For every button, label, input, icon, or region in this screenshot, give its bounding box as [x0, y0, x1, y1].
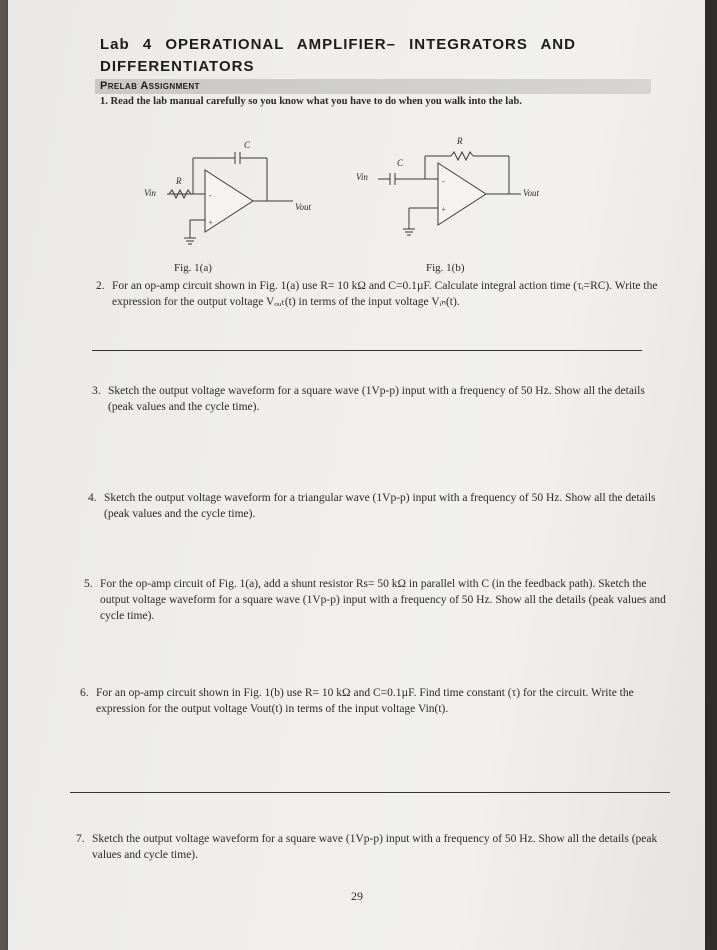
question-7-number: 7.: [76, 833, 85, 845]
answer-line-q2: [92, 350, 642, 351]
question-2-number: 2.: [96, 280, 105, 292]
item-1-number: 1.: [100, 96, 108, 107]
question-2-text: For an op-amp circuit shown in Fig. 1(a) use R= 10 kΩ and C=0.1µF. Calculate integral action time (τᵢ=RC). Write the expression for the output voltage Vₒᵤₜ(t) in terms of the input voltage Vᵢₙ(t).: [112, 280, 658, 308]
question-3-number: 3.: [92, 385, 101, 397]
question-2: [96, 278, 672, 310]
page-number: 29: [351, 889, 363, 903]
spiral-binding: [705, 0, 717, 950]
question-5-text: For the op-amp circuit of Fig. 1(a), add a shunt resistor Rs= 50 kΩ in parallel with C (in the feedback path). Sketch the output voltage waveform for a square wave (1Vp-p) input with a frequency of 50 Hz. Show all the details (peak values and cycle time).: [100, 578, 666, 622]
question-5: [84, 576, 676, 624]
question-4-number: 4.: [88, 492, 97, 504]
question-3: [92, 383, 666, 415]
question-4-text: Sketch the output voltage waveform for a triangular wave (1Vp-p) input with a frequency of 50 Hz. Show all the details (peak values and the cycle time).: [104, 492, 656, 520]
fig-1b-vin-label: Vin: [356, 172, 368, 182]
figure-1b-circuit: [343, 128, 563, 258]
fig-1a-vout-label: Vout: [295, 202, 312, 212]
question-4: [88, 490, 670, 522]
svg-text:+: +: [208, 218, 214, 227]
svg-text:-: -: [209, 191, 212, 200]
fig-1b-vout-label: Vout: [523, 188, 540, 198]
figure-1a-caption: Fig. 1(a): [174, 262, 212, 274]
answer-line-q6: [70, 792, 670, 793]
fig-1a-c-label: C: [244, 140, 251, 150]
item-1-text: Read the lab manual carefully so you know what you have to do when you walk into the lab.: [110, 96, 522, 107]
fig-1a-r-label: R: [176, 176, 182, 186]
question-6-text: For an op-amp circuit shown in Fig. 1(b) use R= 10 kΩ and C=0.1µF. Find time constant (τ) for the circuit. Write the expression for the output voltage Vout(t) in terms of the input voltage Vin(t).: [96, 687, 634, 715]
question-5-number: 5.: [84, 578, 93, 590]
question-7: [76, 831, 688, 863]
svg-text:+: +: [441, 205, 447, 214]
page-title: Lab 4 OPERATIONAL AMPLIFIER– INTEGRATORS AND DIFFERENTIATORS: [100, 36, 576, 75]
item-1: [100, 96, 522, 107]
document-page: [8, 0, 708, 950]
question-6-number: 6.: [80, 687, 89, 699]
fig-1b-c-label: C: [397, 158, 404, 168]
section-heading: Prelab Assignment: [100, 80, 200, 92]
question-3-text: Sketch the output voltage waveform for a square wave (1Vp-p) input with a frequency of 50 Hz. Show all the details (peak values and the cycle time).: [108, 385, 645, 413]
svg-text:-: -: [442, 177, 445, 186]
figure-1b-caption: Fig. 1(b): [426, 262, 465, 274]
question-6: [80, 685, 678, 717]
question-7-text: Sketch the output voltage waveform for a square wave (1Vp-p) input with a frequency of 50 Hz. Show all the details (peak values and cycle time).: [92, 833, 658, 861]
figure-1a-circuit: [143, 128, 363, 258]
fig-1a-vin-label: Vin: [144, 188, 156, 198]
fig-1b-r-label: R: [457, 136, 463, 146]
